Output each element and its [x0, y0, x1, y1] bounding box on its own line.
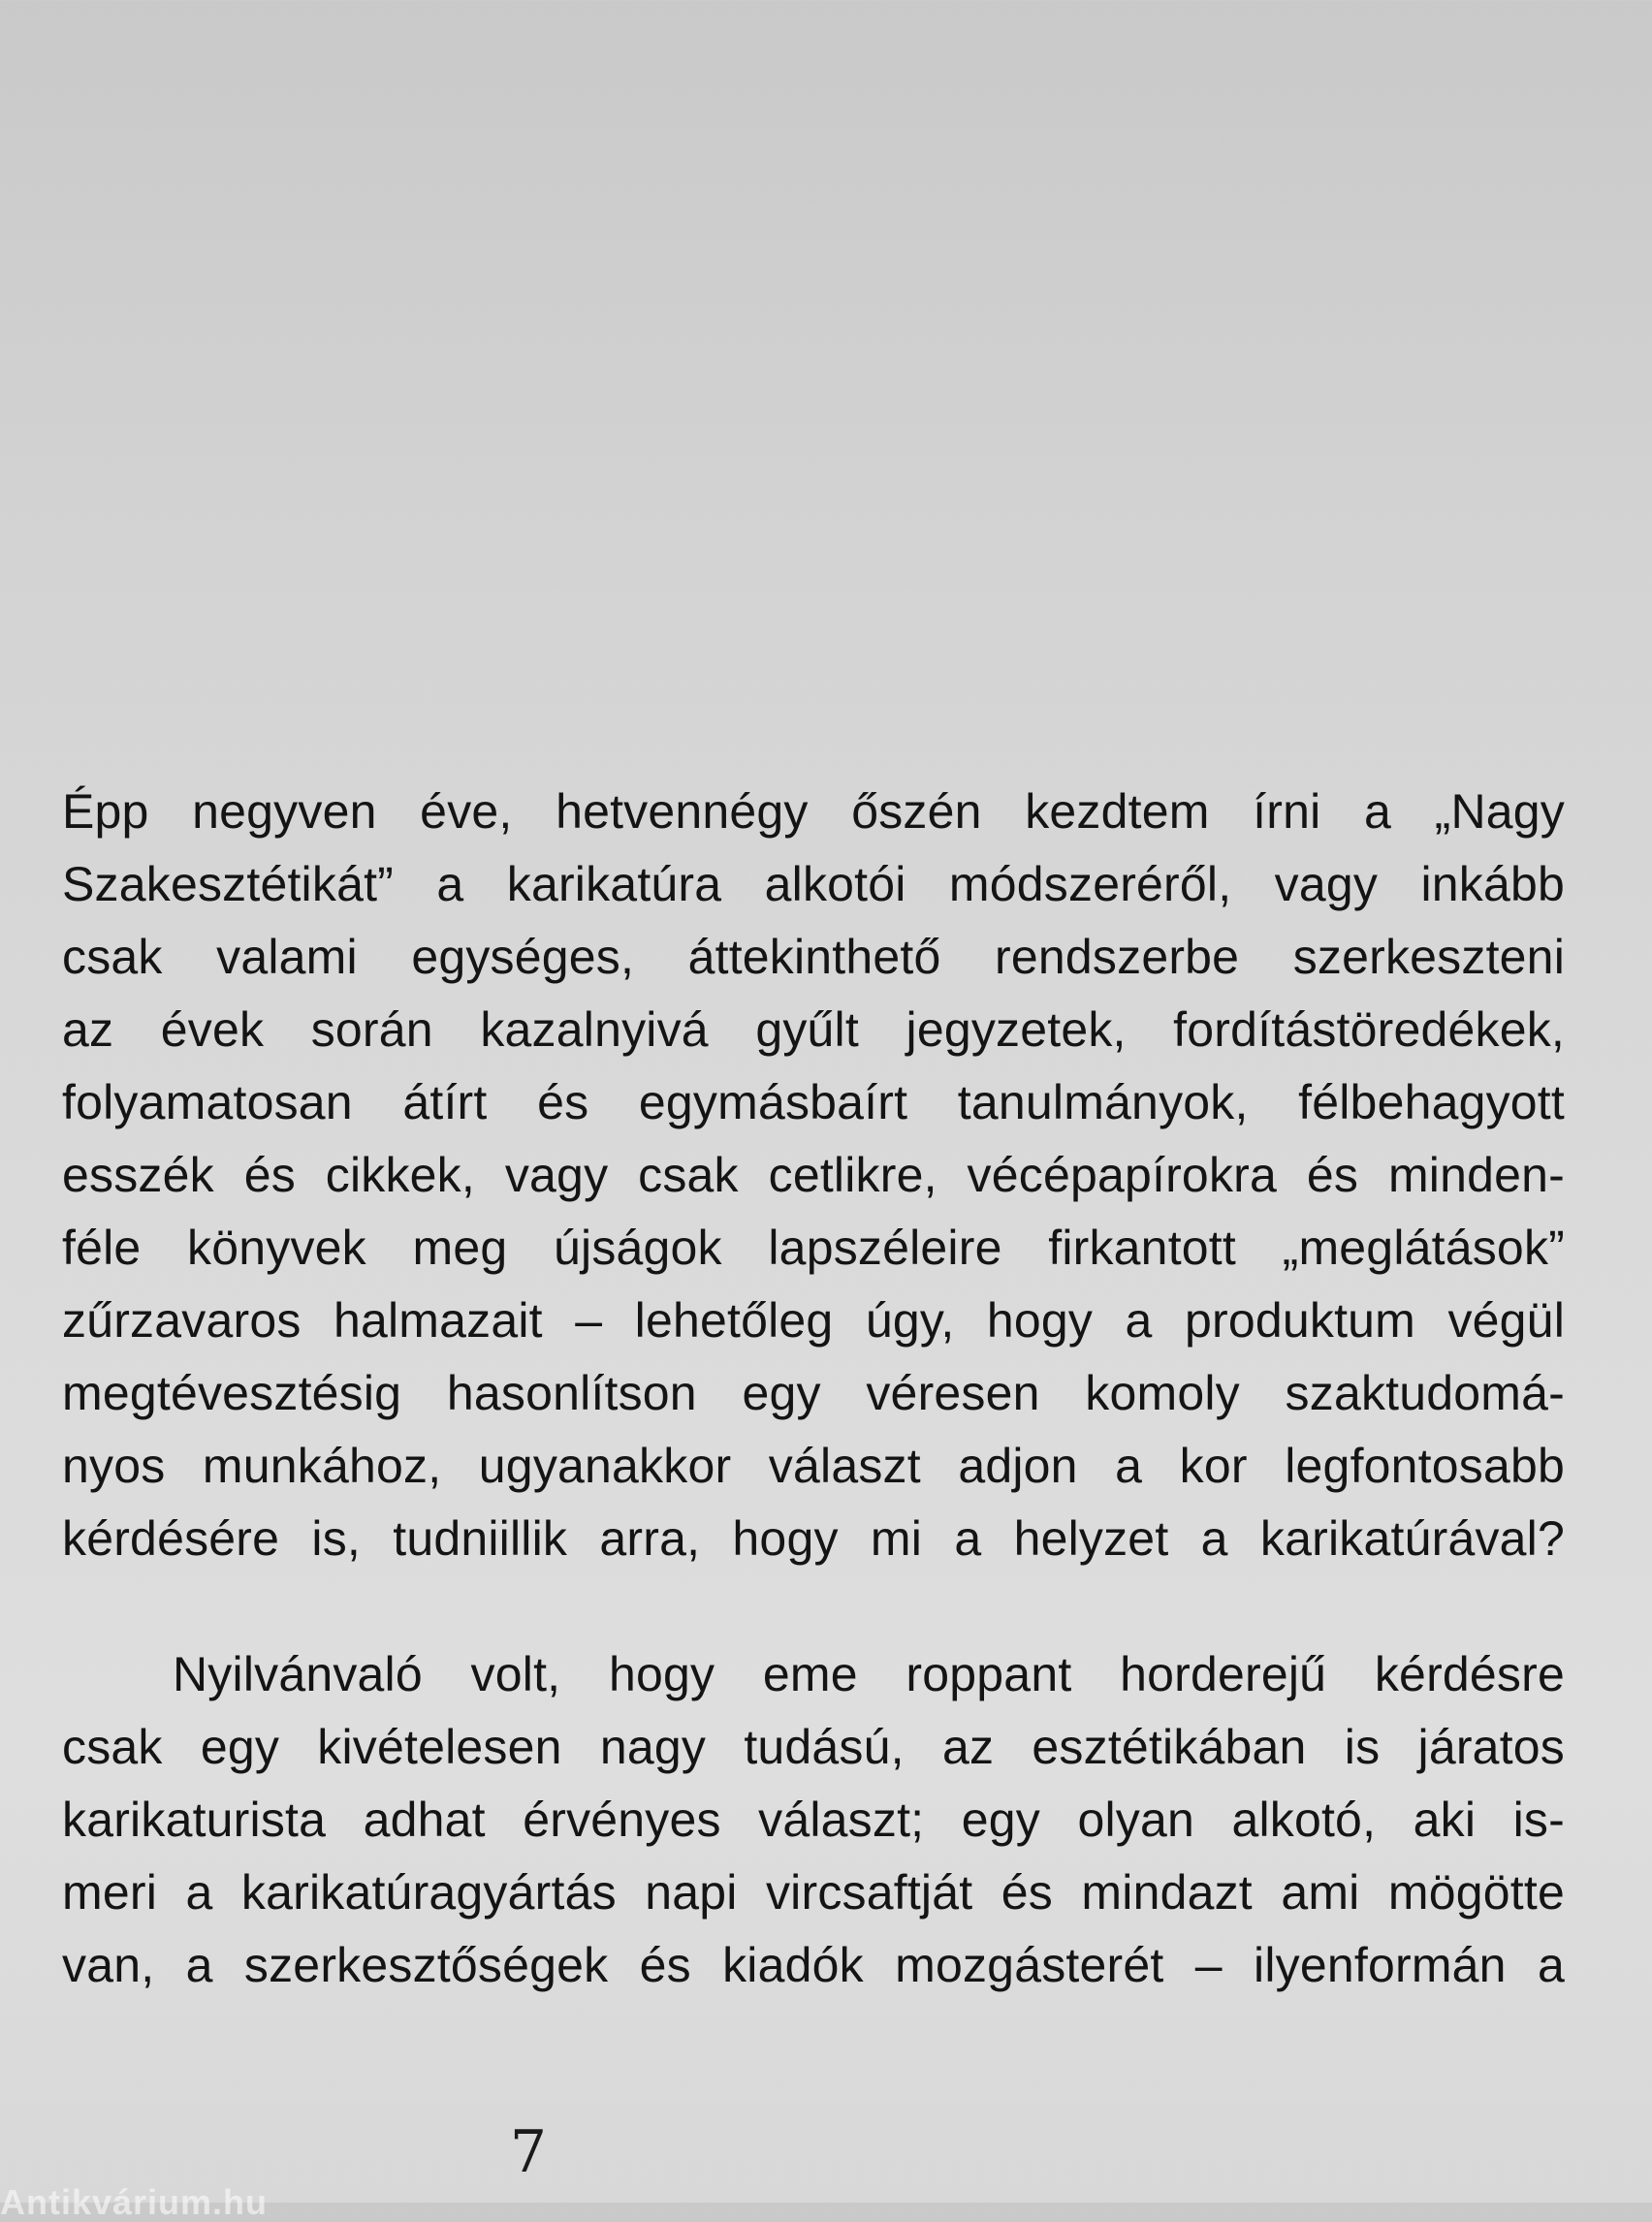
text-line: csak egy kivételesen nagy tudású, az esztétikában is járatos: [62, 1720, 1565, 1774]
text-line: folyamatosan átírt és egymásbaírt tanulmányok, félbehagyott: [62, 1075, 1565, 1129]
paragraph-1: [62, 776, 1565, 1575]
text-line: az évek során kazalnyivá gyűlt jegyzetek, fordítástöredékek,: [62, 1002, 1565, 1057]
text-line: Épp negyven éve, hetvennégy őszén kezdtem írni a „Nagy: [62, 784, 1565, 839]
text-line: csak valami egységes, áttekinthető rendszerbe szerkeszteni: [62, 930, 1565, 984]
text-line: zűrzavaros halmazait – lehetőleg úgy, hogy a produktum végül: [62, 1293, 1565, 1348]
text-line: Nyilvánvaló volt, hogy eme roppant horderejű kérdésre: [173, 1647, 1565, 1701]
text-line: kérdésére is, tudniillik arra, hogy mi a helyzet a karikatúrával?: [62, 1511, 1565, 1566]
page-number: 7: [509, 2118, 548, 2186]
text-line: megtévesztésig hasonlítson egy véresen komoly szaktudomá-: [62, 1366, 1565, 1420]
paragraph-2: [62, 1638, 1565, 2002]
text-line: féle könyvek meg újságok lapszéleire firkantott „meglátások”: [62, 1221, 1565, 1275]
text-line: nyos munkához, ugyanakkor választ adjon a kor legfontosabb: [62, 1439, 1565, 1493]
text-line: van, a szerkesztőségek és kiadók mozgásterét – ilyenformán a: [62, 1938, 1565, 1992]
text-line: karikaturista adhat érvényes választ; egy olyan alkotó, aki is-: [62, 1793, 1565, 1847]
text-line: Szakesztétikát” a karikatúra alkotói módszeréről, vagy inkább: [62, 857, 1565, 911]
watermark: Antikvárium.hu: [0, 2182, 269, 2222]
text-line: esszék és cikkek, vagy csak cetlikre, vécépapírokra és minden-: [62, 1148, 1565, 1202]
text-line: meri a karikatúragyártás napi vircsaftját és mindazt ami mögötte: [62, 1865, 1565, 1920]
